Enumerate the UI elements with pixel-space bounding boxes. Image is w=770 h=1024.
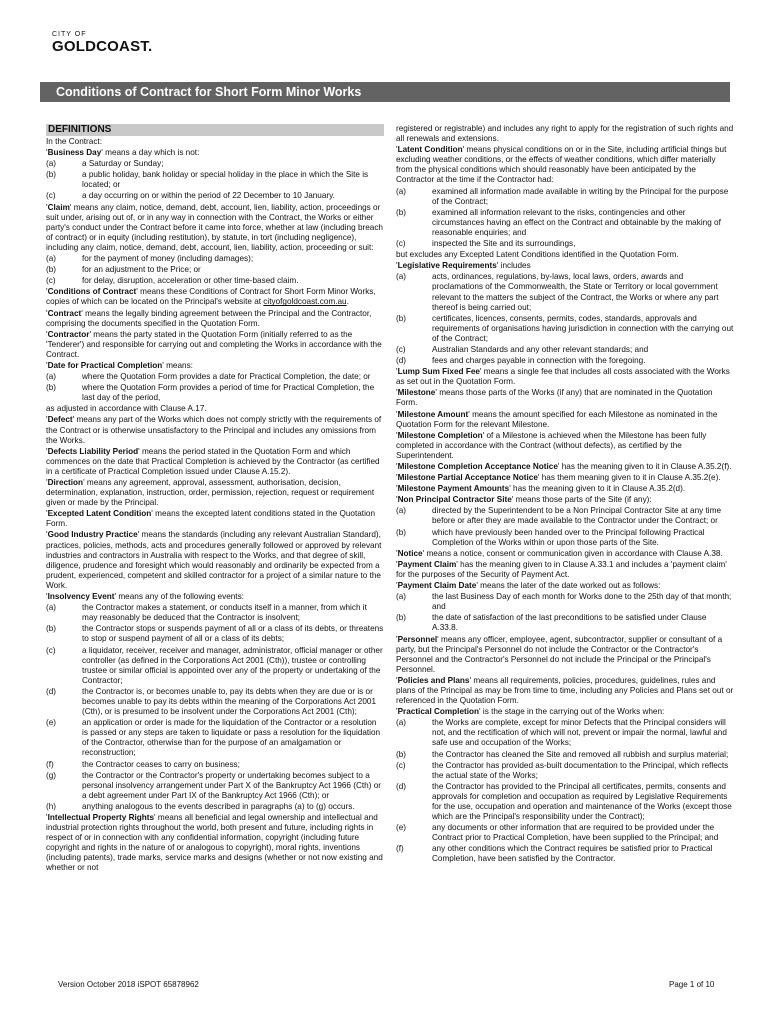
def-milestone-partial-notice — [396, 473, 734, 483]
definition-text: 'Practical Completion' is the stage in the carrying out of the Works when: — [396, 707, 665, 717]
definition-text: 'Date for Practical Completion' means: — [46, 360, 193, 370]
definition-text: 'Excepted Latent Condition' means the excepted latent conditions stated in the Quotation Form. — [46, 509, 375, 529]
def-good-industry-practice — [46, 530, 384, 591]
item-text: for the payment of money (including damages); — [82, 254, 254, 264]
def-milestone-payment-amounts — [396, 484, 734, 494]
logo-line-2: GOLDCOAST. — [52, 38, 153, 55]
city-logo — [52, 31, 152, 54]
defined-term: Date for Practical Completion — [47, 360, 163, 370]
list-item — [46, 276, 384, 286]
list-item — [46, 802, 384, 812]
definition-text: 'Defects Liability Period' means the period stated in the Quotation Form and which commences on the date that Practical Completion is achieved by the Contractor (as certified in a certificate of Practical Completion issued under Clause A.15.2). — [46, 446, 380, 476]
definition-text: 'Payment Claim' has the meaning given to in Clause A.33.1 and includes a 'payment claim' for the purposes of the Security of Payment Act. — [396, 559, 727, 579]
list-item — [396, 208, 734, 238]
def-milestone-completion — [396, 431, 734, 461]
item-label: (a) — [46, 254, 57, 264]
item-label: (c) — [396, 344, 406, 354]
item-text: the last Business Day of each month for Works done to the 25th day of that month; and — [432, 592, 732, 612]
definition-text: 'Business Day' means a day which is not: — [46, 148, 200, 158]
item-text: inspected the Site and its surroundings, — [432, 239, 576, 249]
def-contract — [46, 309, 384, 329]
list-item — [46, 624, 384, 644]
list-item — [46, 170, 384, 190]
item-text: fees and charges payable in connection with the foregoing. — [432, 356, 646, 366]
item-label: (c) — [46, 191, 56, 201]
def-defect — [46, 415, 384, 445]
definition-text: 'Intellectual Property Rights' means all beneficial and legal ownership and intellectual and industrial protection rights throughout the world, both present and future, including rights in respect of or in connection with any confidential information, copyright (including future copyright and rights in the nature of or analogous to copyright), moral rights, inventions (including patents), trade marks, service marks and designs (whether or not now existing and whether or not — [46, 813, 383, 873]
item-label: (a) — [396, 506, 407, 516]
defined-term: Milestone Amount — [397, 409, 469, 419]
defined-term: Practical Completion — [397, 707, 480, 717]
item-label: (g) — [46, 770, 57, 780]
item-label: (a) — [46, 372, 57, 382]
def-legislative-requirements — [396, 261, 734, 366]
list-item — [396, 750, 734, 760]
def-non-principal-contractor-site — [396, 495, 734, 547]
definition-tail: as adjusted in accordance with Clause A.17. — [46, 404, 207, 414]
list-item — [46, 383, 384, 403]
def-contractor — [46, 330, 384, 360]
def-milestone — [396, 388, 734, 408]
definition-text: 'Insolvency Event' means any of the following events: — [46, 592, 244, 602]
item-text: a public holiday, bank holiday or special holiday in the place in which the Site is located; or — [82, 170, 369, 190]
def-excepted-latent-condition — [46, 509, 384, 529]
defined-term: Milestone — [397, 388, 436, 398]
defined-term: Contract — [47, 308, 82, 318]
defined-term: Claim — [47, 202, 70, 212]
defined-term: Excepted Latent Condition — [47, 509, 152, 519]
def-lump-sum-fixed-fee — [396, 367, 734, 387]
footer-version: Version October 2018 iSPOT 65878962 — [58, 980, 199, 989]
logo-line-1: CITY OF — [52, 31, 87, 38]
item-label: (b) — [396, 613, 407, 623]
item-label: (b) — [396, 207, 407, 217]
definition-text: 'Latent Condition' means physical conditions on or in the Site, including artificial things but excluding weather conditions, or the effects of weather conditions, which differ materially from the physical conditions which should reasonably have been anticipated by the Contractor at the time if the Contractor had: — [396, 145, 727, 185]
list-item — [46, 191, 384, 201]
list-item — [396, 356, 734, 366]
defined-term: Lump Sum Fixed Fee — [397, 367, 480, 377]
definition-text: 'Contractor' means the party stated in the Quotation Form (initially referred to as the 'Tenderer') and responsible for carrying out and completing the Works in accordance with the Contract. — [46, 329, 382, 359]
item-text: certificates, licences, consents, permits, codes, standards, approvals and requirements of organisations having jurisdiction in connection with the carrying out of the Contract; — [432, 313, 734, 343]
defined-term: Milestone Completion Acceptance Notice — [397, 462, 558, 471]
document-title: Conditions of Contract for Short Form Minor Works — [40, 82, 730, 102]
list-item — [396, 187, 734, 207]
list-item — [46, 687, 384, 717]
defined-term: Payment Claim Date — [397, 581, 477, 591]
defined-term: Milestone Partial Acceptance Notice — [397, 473, 538, 483]
definition-text: 'Policies and Plans' means all requirements, policies, procedures, guidelines, rules and plans of the Principal as may be from time to time, including any Policies and Plans set out or referenced in the Quotation Form. — [396, 675, 734, 706]
def-business-day — [46, 148, 384, 201]
item-label: (c) — [46, 645, 56, 655]
item-label: (b) — [46, 170, 57, 180]
item-label: (a) — [396, 718, 407, 728]
list-item — [396, 782, 734, 822]
def-payment-claim-date — [396, 581, 734, 633]
item-label: (c) — [46, 276, 56, 286]
def-milestone-completion-notice — [396, 462, 734, 472]
item-text: which have previously been handed over to the Principal following Practical Completion of the Works within or upon those parts of the Site. — [432, 527, 705, 547]
item-text: anything analogous to the events described in paragraphs (a) to (g) occurs. — [82, 801, 355, 811]
list-item — [396, 239, 734, 249]
item-label: (a) — [396, 592, 407, 602]
item-text: the date of satisfaction of the last preconditions to be satisfied under Clause A.33.8. — [432, 613, 707, 633]
item-text: acts, ordinances, regulations, by-laws, local laws, orders, awards and proclamations of the Commonwealth, the State or Territory or local government relevant to the matters the subject of the Contract, the Works or where any part thereof is being carried out; — [432, 272, 719, 312]
definition-text: 'Legislative Requirements' includes — [396, 261, 531, 271]
item-text: the Contractor ceases to carry on business; — [82, 759, 240, 769]
definition-text: 'Milestone Partial Acceptance Notice' has them meaning given to it in Clause A.35.2(e). — [396, 473, 721, 483]
list-item — [46, 760, 384, 770]
item-label: (b) — [396, 313, 407, 323]
defined-term: Notice — [397, 548, 423, 558]
list-item — [396, 844, 734, 864]
list-item — [396, 506, 734, 526]
list-item — [396, 528, 734, 548]
definition-text: 'Defect' means any part of the Works which does not comply strictly with the requirements of the Contract or is otherwise unsatisfactory to the Principal and includes any omissions from the Works. — [46, 415, 382, 445]
defined-term: Policies and Plans — [397, 675, 470, 685]
definition-text: 'Milestone' means those parts of the Works (if any) that are nominated in the Quotation Form. — [396, 388, 713, 408]
defined-term: Payment Claim — [397, 559, 457, 569]
item-text: the Contractor stops or suspends payment of all or a class of its debts, or threatens to stop or suspend payment of all or a class of its debts; — [82, 624, 384, 644]
list-item — [46, 159, 384, 169]
def-milestone-amount — [396, 410, 734, 430]
definition-text: 'Milestone Completion Acceptance Notice' has the meaning given to it in Clause A.35.2(f). — [396, 462, 732, 471]
def-latent-condition — [396, 145, 734, 260]
def-policies-and-plans — [396, 676, 734, 706]
item-text: the Contractor has cleaned the Site and removed all rubbish and surplus material; — [432, 749, 729, 759]
list-item — [396, 592, 734, 612]
list-item — [396, 314, 734, 344]
defined-term: Defects Liability Period — [47, 446, 139, 456]
definition-text: 'Direction' means any agreement, approval, assessment, authorisation, decision, determination, explanation, instruction, order, permission, rejection, request or requirement given or made by the Principal. — [46, 478, 375, 508]
defined-term: Legislative Requirements — [397, 261, 497, 271]
right-column — [396, 124, 734, 866]
defined-term: Non Principal Contractor Site — [397, 495, 512, 505]
item-text: the Contractor or the Contractor's property or undertaking becomes subject to a personal insolvency arrangement under Part X of the Bankruptcy Act 1966 (Cth) or a debt agreement under Part IX of the Bankruptcy Act 1966 (Cth); or — [82, 770, 382, 800]
list-item — [396, 718, 734, 748]
list-item — [46, 254, 384, 264]
definition-text: 'Good Industry Practice' means the standards (including any relevant Australian Standard), practices, policies, methods, acts and procedures generally followed or approved by relevant industries and contractors in Australia with respect to the Works, and that degree of skill, diligence, prudence and foresight which would reasonably and ordinarily be expected from a prudent, experienced, competent and skilled contractor for a project of a similar nature to the Work. — [46, 530, 382, 590]
definition-text: 'Milestone Payment Amounts' has the meaning given to it in Clause A.35.2(d). — [396, 484, 686, 494]
def-payment-claim — [396, 560, 734, 580]
def-defects-liability-period — [46, 447, 384, 477]
item-label: (a) — [46, 159, 57, 169]
definition-tail: but excludes any Excepted Latent Conditions identified in the Quotation Form. — [396, 250, 679, 260]
definitions-heading: DEFINITIONS — [46, 124, 384, 136]
item-label: (d) — [396, 356, 407, 366]
left-column — [46, 124, 384, 875]
item-label: (e) — [396, 823, 407, 833]
item-text: where the Quotation Form provides a period of time for Practical Completion, the last day of the period, — [82, 383, 375, 403]
item-text: the Contractor has provided to the Principal all certificates, permits, consents and approvals for completion and occupation as required by Legislative Requirements for the use, occupation and operation and maintenance of the Works (except those which are the Principal's responsibility under the Contract); — [432, 781, 732, 822]
list-item — [46, 718, 384, 758]
definition-text: 'Non Principal Contractor Site' means those parts of the Site (if any): — [396, 495, 652, 505]
item-label: (b) — [46, 383, 57, 393]
defined-term: Business Day — [47, 148, 102, 158]
def-claim — [46, 203, 384, 287]
list-item — [396, 345, 734, 355]
item-text: the Contractor has provided as-built documentation to the Principal, which reflects the actual state of the Works; — [432, 760, 729, 780]
definition-text: 'Notice' means a notice, consent or communication given in accordance with Clause A.38. — [396, 548, 723, 558]
item-label: (b) — [396, 749, 407, 759]
defined-term: Insolvency Event — [47, 592, 115, 602]
item-label: (b) — [396, 527, 407, 537]
item-text: a Saturday or Sunday; — [82, 159, 164, 169]
definition-text: 'Contract' means the legally binding agreement between the Principal and the Contractor, comprising the documents specified in the Quotation Form. — [46, 308, 372, 328]
item-label: (a) — [396, 272, 407, 282]
item-text: directed by the Superintendent to be a Non Principal Contractor Site at any time before or after they are made available to the Contractor under the Contract; or — [432, 506, 722, 526]
list-item — [46, 372, 384, 382]
item-text: an application or order is made for the liquidation of the Contractor or a resolution is passed or any steps are taken to liquidate or pass a resolution for the liquidation of the Contractor, otherwise than for the purpose of an amalgamation or reconstruction; — [82, 718, 381, 758]
item-text: Australian Standards and any other relevant standards; and — [432, 344, 649, 354]
definition-text: 'Payment Claim Date' means the later of the date worked out as follows: — [396, 581, 661, 591]
def-notice — [396, 549, 734, 559]
list-item — [396, 613, 734, 633]
definition-text: 'Claim' means any claim, notice, demand, debt, account, lien, liability, action, proceedings or suit under, arising out of, or in any way in connection with the Contract, the Works or either party's conduct under the Contract before it came into force, whether at law (including breach of contract) or in equity (including restitution), by statute, in tort (including negligence), including any claim, notice, demand, debt, account, lien, liability, action, proceeding or suit: — [46, 202, 383, 252]
intro: In the Contract: — [46, 137, 102, 146]
def-conditions-of-contract: 'Conditions of Contract' means these Conditions of Contract for Short Form Minor Works, copies of which can be located on the Principal's website at cityofgoldcoast.com.au. — [46, 287, 376, 307]
item-label: (c) — [396, 239, 406, 249]
def-practical-completion — [396, 707, 734, 864]
defined-term: Milestone Completion — [397, 430, 483, 440]
item-label: (b) — [46, 265, 57, 275]
item-label: (d) — [396, 781, 407, 791]
list-item — [46, 265, 384, 275]
defined-term: Latent Condition — [397, 145, 463, 155]
item-label: (b) — [46, 624, 57, 634]
defined-term: Contractor — [47, 329, 90, 339]
def-date-practical-completion — [46, 361, 384, 414]
item-text: examined all information made available in writing by the Principal for the purpose of the Contract; — [432, 186, 729, 206]
list-item — [46, 603, 384, 623]
item-label: (a) — [46, 603, 57, 613]
defined-term: Good Industry Practice — [47, 530, 138, 540]
defined-term: Personnel — [397, 634, 438, 644]
item-text: the Contractor is, or becomes unable to, pay its debts when they are due or is or becomes unable to pay its debts within the meaning of the Corporations Act 2001 (Cth), or is presumed to be insolvent under the Corporations Act 2001 (Cth); — [82, 686, 377, 717]
item-label: (d) — [46, 686, 57, 696]
def-direction — [46, 478, 384, 508]
item-label: (a) — [396, 186, 407, 196]
definition-text: 'Personnel' means any officer, employee, agent, subcontractor, supplier or consultant of a party, but the Principal's Personnel do not include the Contractor or the Contractor's Personnel and the Contractor's Personnel do not include the Principal or the Principal's Personnel. — [396, 634, 723, 674]
item-text: any other conditions which the Contract requires be satisfied prior to Practical Completion, have been satisfied by the Contractor. — [432, 844, 713, 864]
item-text: the Contractor makes a statement, or conducts itself in a manner, from which it may reasonably be deduced that the Contractor is insolvent; — [82, 603, 367, 623]
list-item — [46, 771, 384, 801]
list-item — [396, 823, 734, 843]
list-item — [46, 646, 384, 686]
defined-term: Direction — [47, 478, 84, 487]
definition-text: 'Milestone Amount' means the amount specified for each Milestone as nominated in the Quotation Form for the relevant Milestone. — [396, 409, 718, 429]
def-personnel — [396, 635, 734, 675]
item-label: (c) — [396, 760, 406, 770]
footer-page-number: Page 1 of 10 — [669, 980, 715, 989]
list-item — [396, 761, 734, 781]
defined-term: Milestone Payment Amounts — [397, 484, 510, 494]
def-intellectual-property-rights — [46, 813, 384, 874]
defined-term: Defect — [47, 415, 73, 425]
item-label: (f) — [46, 759, 54, 769]
definition-text: 'Lump Sum Fixed Fee' means a single fee that includes all costs associated with the Works as set out in the Quotation Form. — [396, 367, 730, 387]
item-text: for an adjustment to the Price; or — [82, 265, 201, 275]
item-label: (h) — [46, 801, 57, 811]
definition-text: 'Milestone Completion' of a Milestone is achieved when the Milestone has been fully completed in accordance with the Contract (without defects), as certified by the Superintendent. — [396, 430, 707, 460]
item-text: for delay, disruption, acceleration or other time-based claim. — [82, 276, 299, 286]
item-text: a day occurring on or within the period of 22 December to 10 January. — [82, 191, 335, 201]
item-label: (f) — [396, 844, 404, 854]
item-text: examined all information relevant to the risks, contingencies and other circumstances having an effect on the Contract and obtainable by the making of reasonable enquiries; and — [432, 207, 721, 237]
item-label: (e) — [46, 718, 57, 728]
item-text: a liquidator, receiver, receiver and manager, administrator, official manager or other controller (as defined in the Corporations Act 2001 (Cth)), trustee or controlling trustee or similar official is appointed over any of the property or undertaking of the Contractor; — [82, 645, 383, 685]
continuation-text: registered or registrable) and includes any right to apply for the registration of such rights and all renewals and extensions. — [396, 124, 734, 144]
item-text: any documents or other information that are required to be provided under the Contract prior to Practical Completion, have been supplied to the Principal; and — [432, 823, 719, 843]
item-text: the Works are complete, except for minor Defects that the Principal considers will not, and the rectification of which will not, prevent or impair the normal, lawful and safe use and occupation of the Works; — [432, 718, 727, 748]
item-text: where the Quotation Form provides a date for Practical Completion, the date; or — [82, 372, 371, 382]
def-insolvency-event — [46, 592, 384, 812]
website-link[interactable]: cityofgoldcoast.com.au — [263, 297, 347, 307]
list-item — [396, 272, 734, 312]
defined-term: Intellectual Property Rights — [47, 813, 155, 822]
